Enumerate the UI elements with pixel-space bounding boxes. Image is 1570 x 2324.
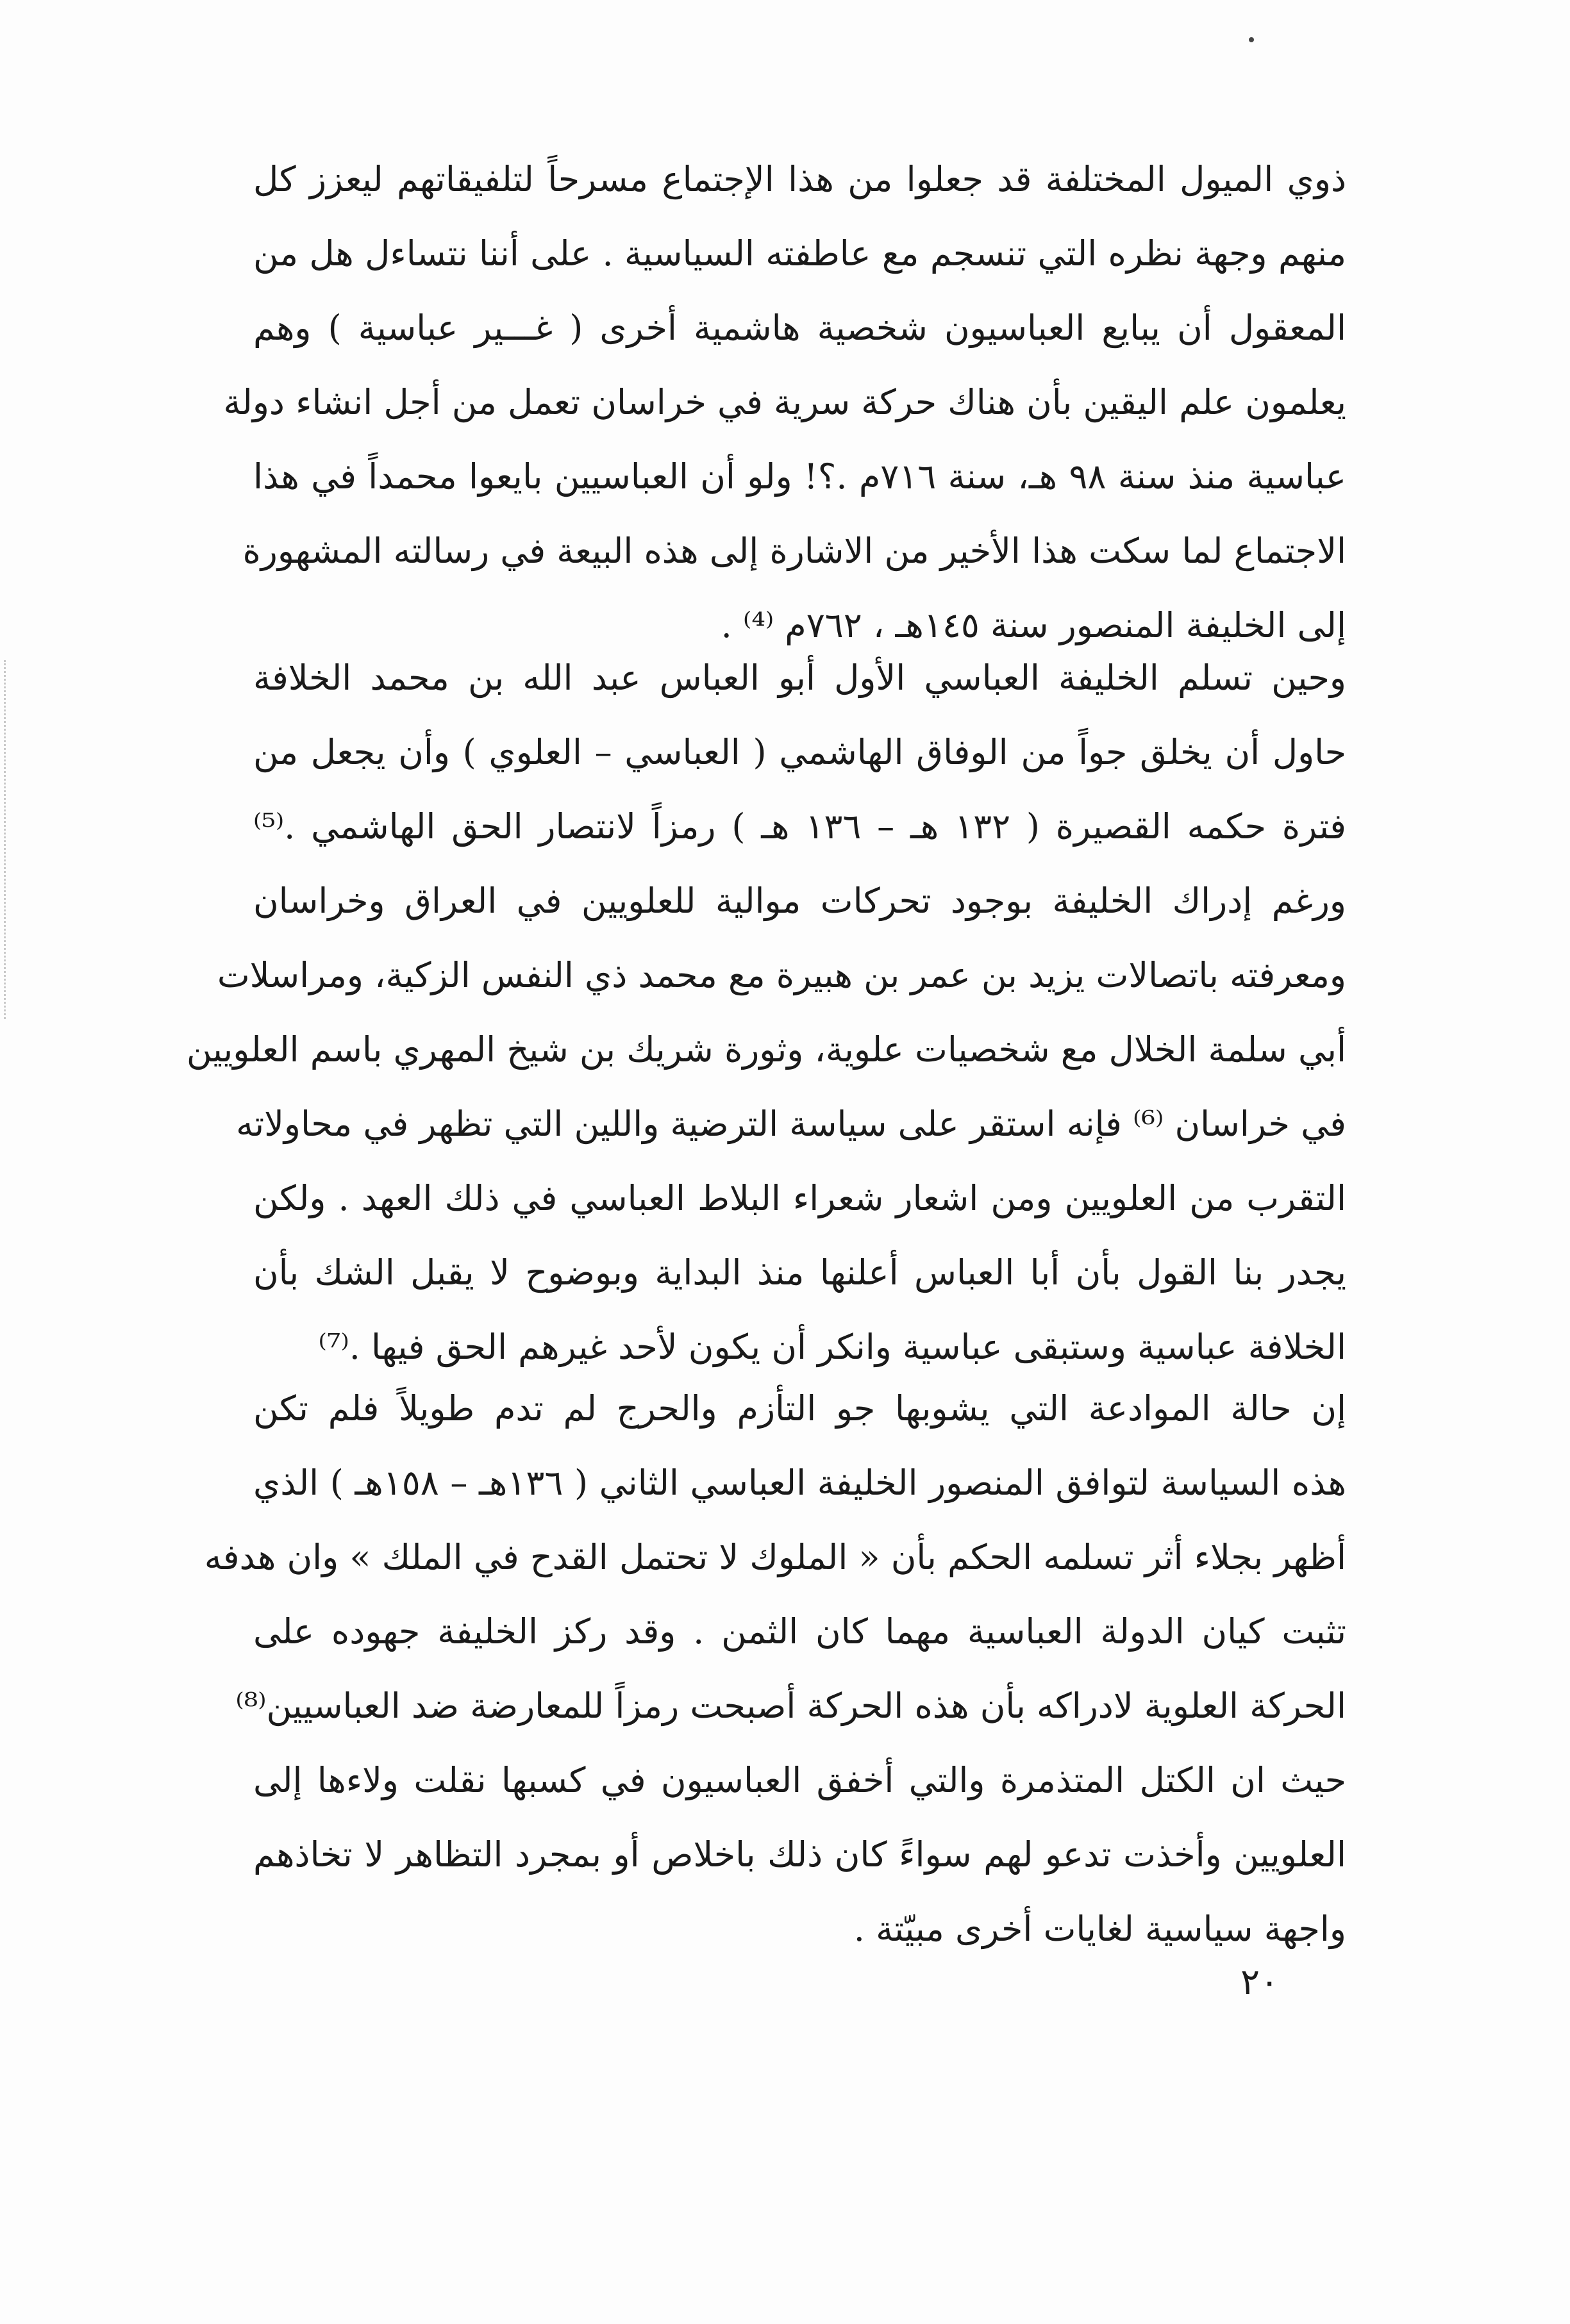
page-edge-bleed (4, 660, 8, 1019)
text-line: التقرب من العلويين ومن اشعار شعراء البلاط العباسي في ذلك العهد . ولكن (253, 1178, 1346, 1218)
text-line: المعقول أن يبايع العباسيون شخصية هاشمية أخرى ( غـــير عباسية ) وهم (253, 308, 1346, 348)
text-line: حيث ان الكتل المتذمرة والتي أخفق العباسيون في كسبها نقلت ولاءها إلى (253, 1760, 1346, 1800)
text-line: ورغم إدراك الخليفة بوجود تحركات موالية للعلويين في العراق وخراسان (253, 881, 1346, 921)
text-line: هذه السياسة لتوافق المنصور الخليفة العباسي الثاني ( ١٣٦هـ – ١٥٨هـ ) الذي (253, 1463, 1346, 1503)
paragraph-2 (186, 641, 1346, 1384)
text-line: أظهر بجلاء أثر تسلمه الحكم بأن « الملوك لا تحتمل القدح في الملك » وان هدفه (204, 1537, 1346, 1577)
text-line: الخلافة عباسية وستبقى عباسية وانكر أن يكون لأحد غيرهم الحق فيها .⁽⁷⁾ (318, 1327, 1346, 1367)
text-line: عباسية منذ سنة ٩٨ هـ، سنة ٧١٦م .؟! ولو أن العباسيين بايعوا محمداً في هذا (253, 456, 1346, 497)
text-line: يعلمون علم اليقين بأن هناك حركة سرية في خراسان تعمل من أجل انشاء دولة (223, 382, 1346, 422)
text-line: إن حالة الموادعة التي يشوبها جو التأزم والحرج لم تدم طويلاً فلم تكن (253, 1388, 1346, 1429)
text-line: حاول أن يخلق جواً من الوفاق الهاشمي ( العباسي – العلوي ) وأن يجعل من (253, 732, 1346, 772)
text-line: واجهة سياسية لغايات أخرى مبيّتة . (853, 1909, 1346, 1949)
text-line: إلى الخليفة المنصور سنة ١٤٥هـ ، ٧٦٢م ⁽⁴⁾ . (721, 605, 1346, 645)
text-line: تثبت كيان الدولة العباسية مهما كان الثمن . وقد ركز الخليفة جهوده على (253, 1611, 1346, 1652)
text-line: الحركة العلوية لادراكه بأن هذه الحركة أصبحت رمزاً للمعارضة ضد العباسيين⁽⁸⁾ (235, 1686, 1346, 1726)
page-number: ٢٠ (1240, 1961, 1280, 2003)
text-line: ومعرفته باتصالات يزيد بن عمر بن هبيرة مع محمد ذي النفس الزكية، ومراسلات (217, 955, 1346, 995)
text-line: ذوي الميول المختلفة قد جعلوا من هذا الإجتماع مسرحاً لتلفيقاتهم ليعزز كل (253, 159, 1346, 199)
paragraph-3 (204, 1372, 1346, 1966)
text-line: منهم وجهة نظره التي تنسجم مع عاطفته السياسية . على أننا نتساءل هل من (253, 233, 1346, 274)
text-line: فترة حكمه القصيرة ( ١٣٢ هـ – ١٣٦ هـ ) رمزاً لانتصار الحق الهاشمي .⁽⁵⁾ (253, 806, 1346, 847)
text-line: في خراسان ⁽⁶⁾ فإنه استقر على سياسة الترضية واللين التي تظهر في محاولاته (236, 1104, 1346, 1144)
paragraph-1 (223, 142, 1346, 663)
text-line: وحين تسلم الخليفة العباسي الأول أبو العباس عبد الله بن محمد الخلافة (253, 658, 1346, 698)
text-line: الاجتماع لما سكت هذا الأخير من الاشارة إلى هذه البيعة في رسالته المشهورة (242, 531, 1346, 571)
text-line: العلويين وأخذت تدعو لهم سواءً كان ذلك باخلاص أو بمجرد التظاهر لا تخاذهم (253, 1834, 1346, 1875)
ink-speck (1249, 37, 1254, 42)
text-line: يجدر بنا القول بأن أبا العباس أعلنها منذ البداية وبوضوح لا يقبل الشك بأن (253, 1252, 1346, 1293)
text-line: أبي سلمة الخلال مع شخصيات علوية، وثورة شريك بن شيخ المهري باسم العلويين (186, 1029, 1346, 1070)
